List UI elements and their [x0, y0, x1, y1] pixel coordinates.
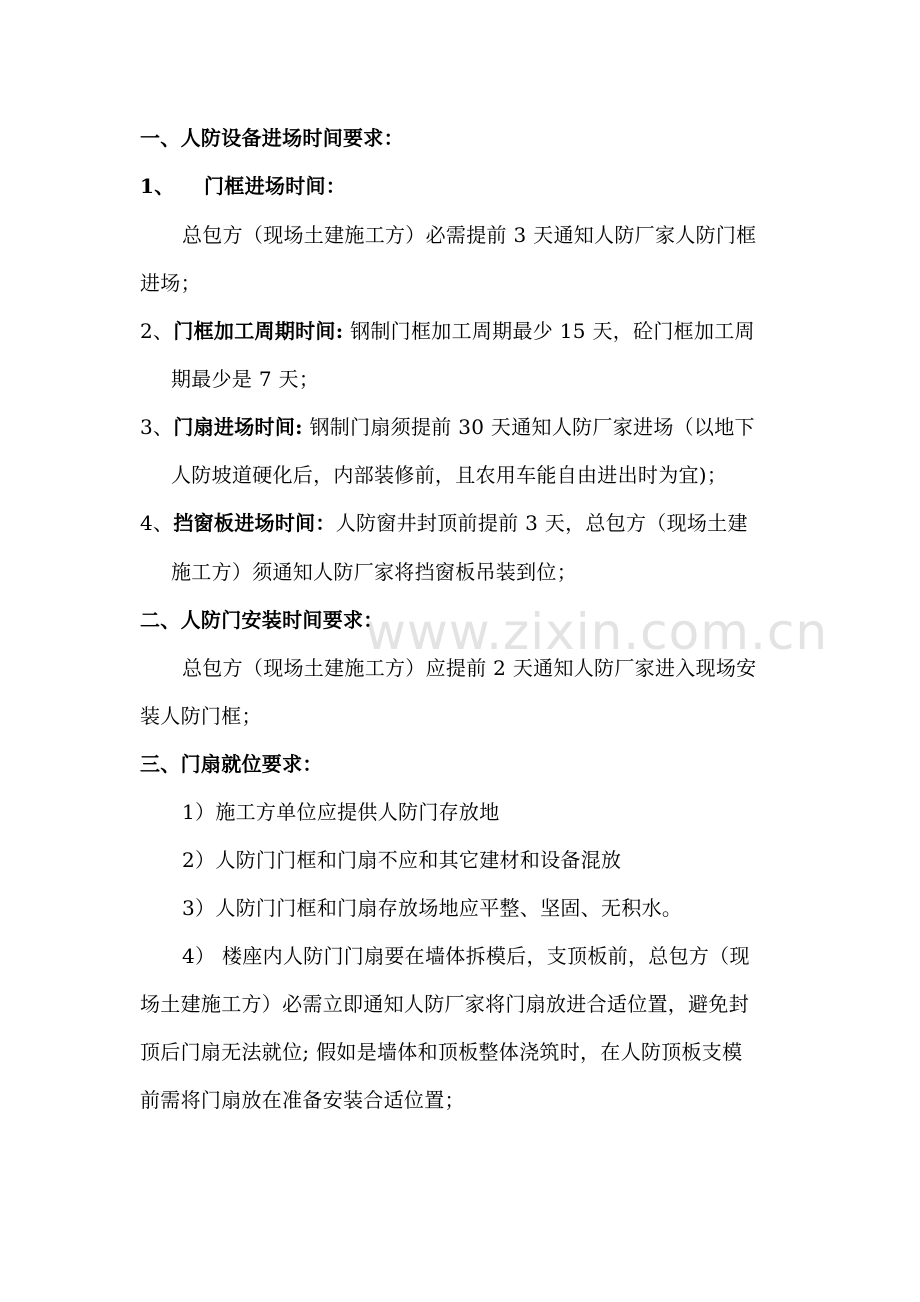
item-2-line-1 — [140, 318, 755, 344]
section-2-body-line-2: 装人防门框； — [140, 704, 262, 728]
section-2-heading: 二、人防门安装时间要求： — [140, 608, 384, 632]
section-3-item-4-line-1: 4） 楼座内人防门门扇要在墙体拆模后，支顶板前，总包方（现 — [182, 944, 750, 968]
item-3-body: 钢制门扇须提前 30 天通知人防厂家进场（以地下 — [302, 415, 755, 439]
section-3-item-1: 1）施工方单位应提供人防门存放地 — [182, 800, 500, 824]
section-3-item-4-line-2: 场土建施工方）必需立即通知人防厂家将门扇放进合适位置，避免封 — [140, 992, 749, 1016]
item-1-number: 1、 — [140, 174, 175, 198]
item-3-body-line-2: 人防坡道硬化后，内部装修前，且农用车能自由进出时为宜)； — [171, 463, 728, 487]
item-2-body: 钢制门框加工周期最少 15 天，砼门框加工周 — [343, 319, 755, 343]
item-4-line-1 — [140, 510, 748, 536]
item-3-number: 3、 — [140, 415, 174, 439]
item-1-body-line-2: 进场； — [140, 271, 201, 295]
item-3-title: 门扇进场时间: — [173, 415, 303, 439]
section-1-heading: 一、人防设备进场时间要求： — [140, 126, 404, 150]
watermark: www.zixin.com.cn — [365, 603, 829, 661]
item-2-body-line-2: 期最少是 7 天； — [171, 367, 320, 391]
section-3-item-2: 2）人防门门框和门扇不应和其它建材和设备混放 — [182, 848, 622, 872]
item-4-body: 人防窗井封顶前提前 3 天，总包方（现场土建 — [335, 511, 748, 535]
section-3-heading: 三、门扇就位要求： — [140, 752, 323, 776]
item-3-line-1 — [140, 414, 755, 440]
section-3-item-4-line-3: 顶后门扇无法就位; 假如是墙体和顶板整体浇筑时，在人防顶板支模 — [140, 1040, 743, 1064]
item-4-body-line-2: 施工方）须通知人防厂家将挡窗板吊装到位； — [171, 560, 577, 584]
item-1-title: 门框进场时间： — [204, 174, 347, 198]
section-2-body-line-1: 总包方（现场土建施工方）应提前 2 天通知人防厂家进入现场安 — [182, 656, 757, 680]
item-2-title: 门框加工周期时间: — [173, 319, 344, 343]
item-4-number: 4、 — [140, 511, 174, 535]
section-3-item-3: 3）人防门门框和门扇存放场地应平整、坚固、无积水。 — [182, 896, 683, 920]
item-4-title: 挡窗板进场时间： — [173, 511, 336, 535]
item-1-body-line-1: 总包方（现场土建施工方）必需提前 3 天通知人防厂家人防门框 — [182, 223, 757, 247]
section-3-item-4-line-4: 前需将门扇放在准备安装合适位置； — [140, 1088, 465, 1112]
item-2-number: 2、 — [140, 319, 174, 343]
